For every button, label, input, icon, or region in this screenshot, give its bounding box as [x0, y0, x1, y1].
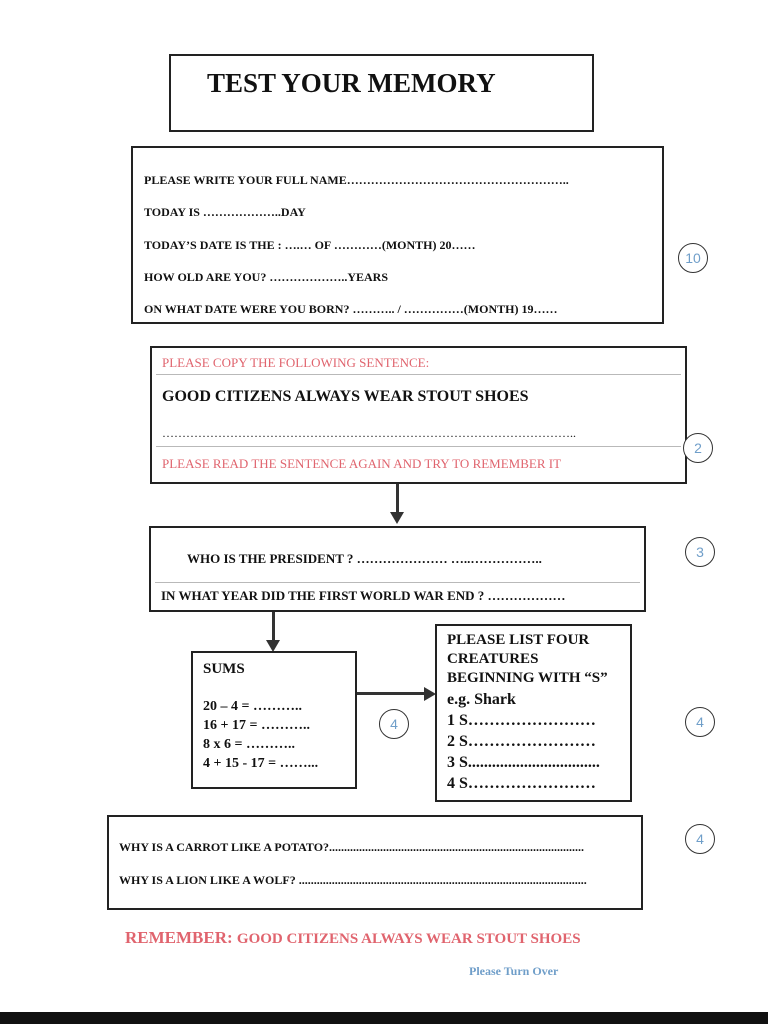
- full-name-question: PLEASE WRITE YOUR FULL NAME………………………………………………..: [144, 173, 569, 187]
- sums-section: [191, 651, 357, 789]
- arrow-line: [396, 484, 399, 512]
- remember-label: REMEMBER:: [125, 928, 233, 947]
- arrow-line: [357, 692, 425, 695]
- day-question: TODAY IS ………………..DAY: [144, 205, 306, 219]
- score-circle-creatures: 4: [685, 707, 715, 737]
- bottom-edge: [0, 1012, 768, 1024]
- sum-row: 8 x 6 = ………..: [203, 737, 295, 752]
- creature-answer: 4 S……………………: [447, 775, 596, 792]
- divider: [156, 374, 681, 375]
- arrow-line: [272, 612, 275, 640]
- sum-row: 16 + 17 = ………..: [203, 718, 310, 733]
- birthdate-question: ON WHAT DATE WERE YOU BORN? ……….. / ……………(MONTH) 19……: [144, 302, 558, 316]
- divider: [155, 582, 640, 583]
- creature-answer: 3 S.................................: [447, 754, 600, 771]
- sum-row: 20 – 4 = ………..: [203, 699, 302, 714]
- copy-answer-line: …………………………………………………………………………………………..: [162, 426, 576, 440]
- general-knowledge-section: [149, 526, 646, 612]
- score-circle-sums: 4: [379, 709, 409, 739]
- lion-question: WHY IS A LION LIKE A WOLF? ................................................................................................: [119, 873, 587, 887]
- page-title: TEST YOUR MEMORY: [207, 68, 496, 98]
- score-circle-personal: 10: [678, 243, 708, 273]
- score-circle-knowledge: 3: [685, 537, 715, 567]
- sums-title: SUMS: [203, 661, 245, 677]
- creatures-instruction: CREATURES: [447, 651, 539, 667]
- remember-sentence: GOOD CITIZENS ALWAYS WEAR STOUT SHOES: [236, 931, 581, 947]
- president-question: WHO IS THE PRESIDENT ? ………………… …..……………..: [187, 551, 542, 566]
- creature-answer: 1 S……………………: [447, 712, 596, 729]
- reread-instruction: PLEASE READ THE SENTENCE AGAIN AND TRY TO REMEMBER IT: [162, 456, 562, 471]
- copy-sentence-section: [150, 346, 687, 484]
- similarities-section: [107, 815, 643, 910]
- turn-over-note: Please Turn Over: [469, 964, 559, 978]
- creatures-instruction: BEGINNING WITH “S”: [447, 670, 608, 686]
- carrot-question: WHY IS A CARROT LIKE A POTATO?.....................................................................................: [119, 840, 585, 854]
- personal-details-section: [131, 146, 664, 324]
- memory-sentence: GOOD CITIZENS ALWAYS WEAR STOUT SHOES: [162, 388, 529, 405]
- ww1-question: IN WHAT YEAR DID THE FIRST WORLD WAR END ? ………………: [161, 588, 566, 603]
- arrow-head: [390, 512, 404, 524]
- score-circle-copy: 2: [683, 433, 713, 463]
- creatures-example: e.g. Shark: [447, 691, 516, 708]
- title-box: [169, 54, 594, 132]
- age-question: HOW OLD ARE YOU? ………………..YEARS: [144, 270, 389, 284]
- creatures-section: [435, 624, 632, 802]
- divider: [156, 446, 681, 447]
- date-question: TODAY’S DATE IS THE : ….… OF …………(MONTH) 20……: [144, 238, 476, 252]
- creature-answer: 2 S……………………: [447, 733, 596, 750]
- sum-row: 4 + 15 - 17 = ……...: [203, 756, 319, 771]
- score-circle-similarities: 4: [685, 824, 715, 854]
- copy-instruction: PLEASE COPY THE FOLLOWING SENTENCE:: [162, 355, 430, 370]
- remember-reminder: [125, 928, 581, 948]
- creatures-instruction: PLEASE LIST FOUR: [447, 632, 590, 648]
